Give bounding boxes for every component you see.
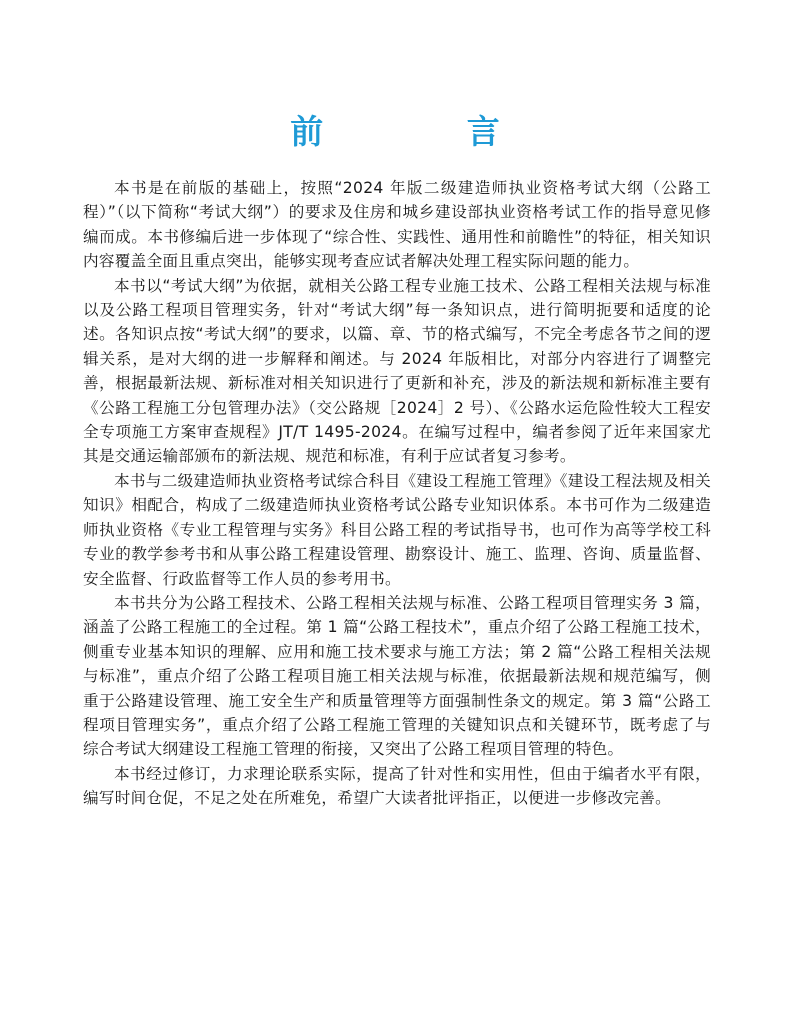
- page-title: 前 言: [290, 112, 566, 152]
- preface-body: [83, 176, 711, 811]
- paragraph-3: 本书与二级建造师执业资格考试综合科目《建设工程施工管理》《建设工程法规及相关知识》相配合，构成了二级建造师执业资格考试公路专业知识体系。本书可作为二级建造师执业资格《专业工程管理与实务》科目公路工程的考试指导书，也可作为高等学校工科专业的教学参考书和从事公路工程建设管理、勘察设计、施工、监理、咨询、质量监督、安全监督、行政监督等工作人员的参考用书。: [83, 471, 711, 588]
- paragraph-2: 本书以“考试大纲”为依据，就相关公路工程专业施工技术、公路工程相关法规与标准以及公路工程项目管理实务，针对“考试大纲”每一条知识点，进行简明扼要和适度的论述。各知识点按“考试大纲”的要求，以篇、章、节的格式编写，不完全考虑各节之间的逻辑关系，是对大纲的进一步解释和阐述。与 2024 年版相比，对部分内容进行了调整完善，根据最新法规、新标准对相关知识进行了更新和补充，涉及的新法规和新标准主要有《公路工程施工分包管理办法》（交公路规［2024］2 号）、《公路水运危险性较大工程安全专项施工方案审查规程》JT/T 1495-2024。在编写过程中，编者参阅了近年来国家尤其是交通运输部颁布的新法规、规范和标准，有利于应试者复习参考。: [83, 276, 711, 466]
- paragraph-4: 本书共分为公路工程技术、公路工程相关法规与标准、公路工程项目管理实务 3 篇，涵盖了公路工程施工的全过程。第 1 篇“公路工程技术”，重点介绍了公路工程施工技术，侧重专业基本知识的理解、应用和施工技术要求与施工方法；第 2 篇“公路工程相关法规与标准”，重点介绍了公路工程项目施工相关法规与标准，依据最新法规和规范编写，侧重于公路建设管理、施工安全生产和质量管理等方面强制性条文的规定。第 3 篇“公路工程项目管理实务”，重点介绍了公路工程施工管理的关键知识点和关键环节，既考虑了与综合考试大纲建设工程施工管理的衔接，又突出了公路工程项目管理的特色。: [83, 593, 711, 759]
- paragraph-5: 本书经过修订，力求理论联系实际，提高了针对性和实用性，但由于编者水平有限，编写时间仓促，不足之处在所难免，希望广大读者批评指正，以便进一步修改完善。: [83, 764, 711, 808]
- paragraph-1: 本书是在前版的基础上，按照“2024 年版二级建造师执业资格考试大纲（公路工程）”（以下简称“考试大纲”）的要求及住房和城乡建设部执业资格考试工作的指导意见修编而成。本书修编后进一步体现了“综合性、实践性、通用性和前瞻性”的特征，相关知识内容覆盖全面且重点突出，能够实现考查应试者解决处理工程实际问题的能力。: [83, 179, 711, 271]
